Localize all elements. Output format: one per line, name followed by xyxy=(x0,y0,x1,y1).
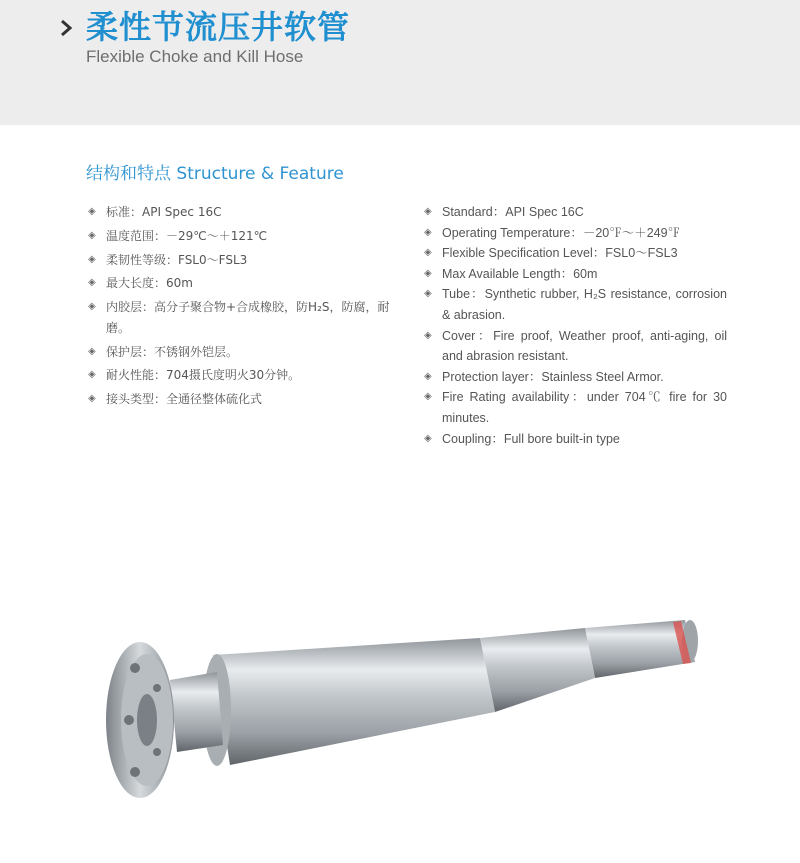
list-item: ◈ 耐火性能：704摄氏度明火30分钟。 xyxy=(86,365,396,386)
list-item: ◈ 标准：API Spec 16C xyxy=(86,202,396,223)
list-item: ◈ 接头类型：全通径整体硫化式 xyxy=(86,389,396,410)
list-item: ◈ Operating Temperature：－20℉～＋249℉ xyxy=(422,223,727,244)
list-item: ◈ 保护层：不锈钢外铠层。 xyxy=(86,342,396,363)
list-item: ◈ Max Available Length：60m xyxy=(422,264,727,285)
list-item: ◈ Protection layer：Stainless Steel Armor. xyxy=(422,367,727,388)
list-item: ◈ Tube：Synthetic rubber, H₂S resistance, corrosion & abrasion. xyxy=(422,284,727,325)
chevron-right-icon xyxy=(56,18,76,38)
list-item: ◈ Cover：Fire proof, Weather proof, anti-aging, oil and abrasion resistant. xyxy=(422,326,727,367)
list-item: ◈ 内胶层：高分子聚合物+合成橡胶，防H₂S，防腐，耐磨。 xyxy=(86,297,396,338)
list-item: ◈ Standard：API Spec 16C xyxy=(422,202,727,223)
list-item: ◈ 最大长度：60m xyxy=(86,273,396,294)
list-item: ◈ 温度范围：－29℃～＋121℃ xyxy=(86,226,396,247)
diamond-bullet-icon: ◈ xyxy=(424,370,432,382)
diamond-bullet-icon: ◈ xyxy=(88,277,96,289)
list-item: ◈ Coupling：Full bore built-in type xyxy=(422,429,727,450)
feature-list-en xyxy=(422,202,727,449)
diamond-bullet-icon: ◈ xyxy=(424,226,432,238)
diamond-bullet-icon: ◈ xyxy=(88,253,96,265)
diamond-bullet-icon: ◈ xyxy=(424,206,432,217)
diamond-bullet-icon: ◈ xyxy=(424,391,432,403)
diamond-bullet-icon: ◈ xyxy=(424,432,432,444)
list-item: ◈ Flexible Specification Level：FSL0～FSL3 xyxy=(422,243,727,264)
diamond-bullet-icon: ◈ xyxy=(424,267,432,279)
diamond-bullet-icon: ◈ xyxy=(88,369,96,381)
feature-list-cn xyxy=(86,202,396,410)
diamond-bullet-icon: ◈ xyxy=(88,229,96,241)
diamond-bullet-icon: ◈ xyxy=(424,329,432,341)
hose-end-fitting-photo xyxy=(95,600,715,850)
diamond-bullet-icon: ◈ xyxy=(88,206,96,217)
page-header xyxy=(0,0,800,125)
page-title-en: Flexible Choke and Kill Hose xyxy=(86,47,304,66)
list-item: ◈ Fire Rating availability：under 704℃ fire for 30 minutes. xyxy=(422,387,727,428)
diamond-bullet-icon: ◈ xyxy=(424,247,432,259)
page-title-cn: 柔性节流压井软管 xyxy=(86,8,351,46)
diamond-bullet-icon: ◈ xyxy=(88,345,96,357)
diamond-bullet-icon: ◈ xyxy=(424,288,432,300)
diamond-bullet-icon: ◈ xyxy=(88,393,96,405)
diamond-bullet-icon: ◈ xyxy=(88,301,96,313)
section-title: 结构和特点 Structure & Feature xyxy=(86,164,344,184)
list-item: ◈ 柔韧性等级：FSL0～FSL3 xyxy=(86,250,396,271)
